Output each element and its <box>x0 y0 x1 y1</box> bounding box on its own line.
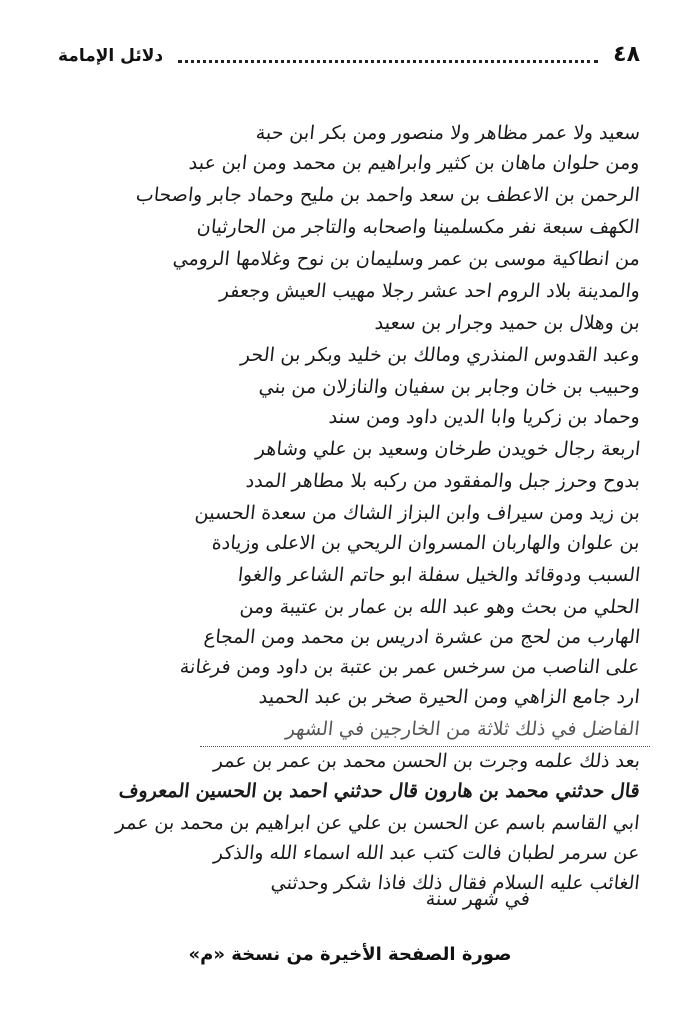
manuscript-line: ارد جامع الزاهي ومن الحيرة صخر بن عبد الحميد <box>258 686 642 708</box>
manuscript-line: من انطاكية موسى بن عمر وسليمان بن نوح وغلامها الرومي <box>171 248 642 270</box>
running-title: دلائل الإمامة <box>58 46 164 66</box>
manuscript-line: سعيد ولا عمر مظاهر ولا منصور ومن بكر ابن حبة <box>254 122 642 144</box>
page-number: ٤٨ <box>613 42 640 67</box>
manuscript-line: الفاضل في ذلك ثلاثة من الخارجين في الشهر <box>285 718 642 740</box>
dot-leader <box>178 60 598 63</box>
manuscript-line: اربعة رجال خويدن طرخان وسعيد بن علي وشاهر <box>254 438 642 460</box>
manuscript-line: عن سرمر لطبان فالت كتب عبد الله اسماء الله والذكر <box>213 842 642 864</box>
manuscript-line: الكهف سبعة نفر مكسلمينا واصحابه والتاجر من الحارثيان <box>196 216 642 238</box>
manuscript-line: بن زيد ومن سيراف وابن البزاز الشاك من سعدة الحسين <box>193 502 642 524</box>
manuscript-line: قال حدثني محمد بن هارون قال حدثني احمد بن الحسين المعروف <box>118 780 642 802</box>
manuscript-line: الغائب عليه السلام فقال ذلك فاذا شكر وحدثني <box>270 872 642 894</box>
manuscript-line: السبب ودوقائد والخيل سفلة ابو حاتم الشاعر والغوا <box>236 564 642 586</box>
manuscript-line: الرحمن بن الاعطف بن سعد واحمد بن مليح وحماد جابر واصحاب <box>135 184 642 206</box>
manuscript-line: وحماد بن زكريا وابا الدين داود ومن سند <box>327 406 642 428</box>
manuscript-line: في شهر سنة <box>424 888 532 910</box>
manuscript-line: بدوح وحرز جبل والمفقود من ركبه بلا مطاهر المدد <box>244 470 642 492</box>
manuscript-line: وعبد القدوس المنذري ومالك بن خليد وبكر بن الحر <box>240 344 642 366</box>
manuscript-divider <box>200 746 650 747</box>
manuscript-line: ومن حلوان ماهان بن كثير وابراهيم بن محمد ومن ابن عبد <box>188 152 642 174</box>
manuscript-line: وحبيب بن خان وجابر بن سفيان والنازلان من بني <box>257 376 642 398</box>
figure-caption: صورة الصفحة الأخيرة من نسخة «م» <box>188 944 512 965</box>
manuscript-line: والمدينة بلاد الروم احد عشر رجلا مهيب العيش وجعفر <box>218 280 642 302</box>
manuscript-line: على الناصب من سرخس عمر بن عتبة بن داود ومن فرغانة <box>179 656 642 678</box>
manuscript-line: الحلي من بحث وهو عبد الله بن عمار بن عتيبة ومن <box>239 596 642 618</box>
manuscript-line: بن وهلال بن حميد وجرار بن سعيد <box>373 312 642 334</box>
manuscript-image <box>115 118 650 920</box>
manuscript-line: ابي القاسم باسم عن الحسن بن علي عن ابراهيم بن محمد بن عمر <box>115 812 642 834</box>
manuscript-line: بعد ذلك علمه وجرت بن الحسن محمد بن عمر بن عمر <box>212 750 642 772</box>
page-header <box>58 42 640 72</box>
manuscript-line: الهارب من لحج من عشرة ادريس بن محمد ومن المجاع <box>202 626 642 648</box>
manuscript-line: بن علوان والهاربان المسروان الريحي بن الاعلى وزيادة <box>211 532 642 554</box>
